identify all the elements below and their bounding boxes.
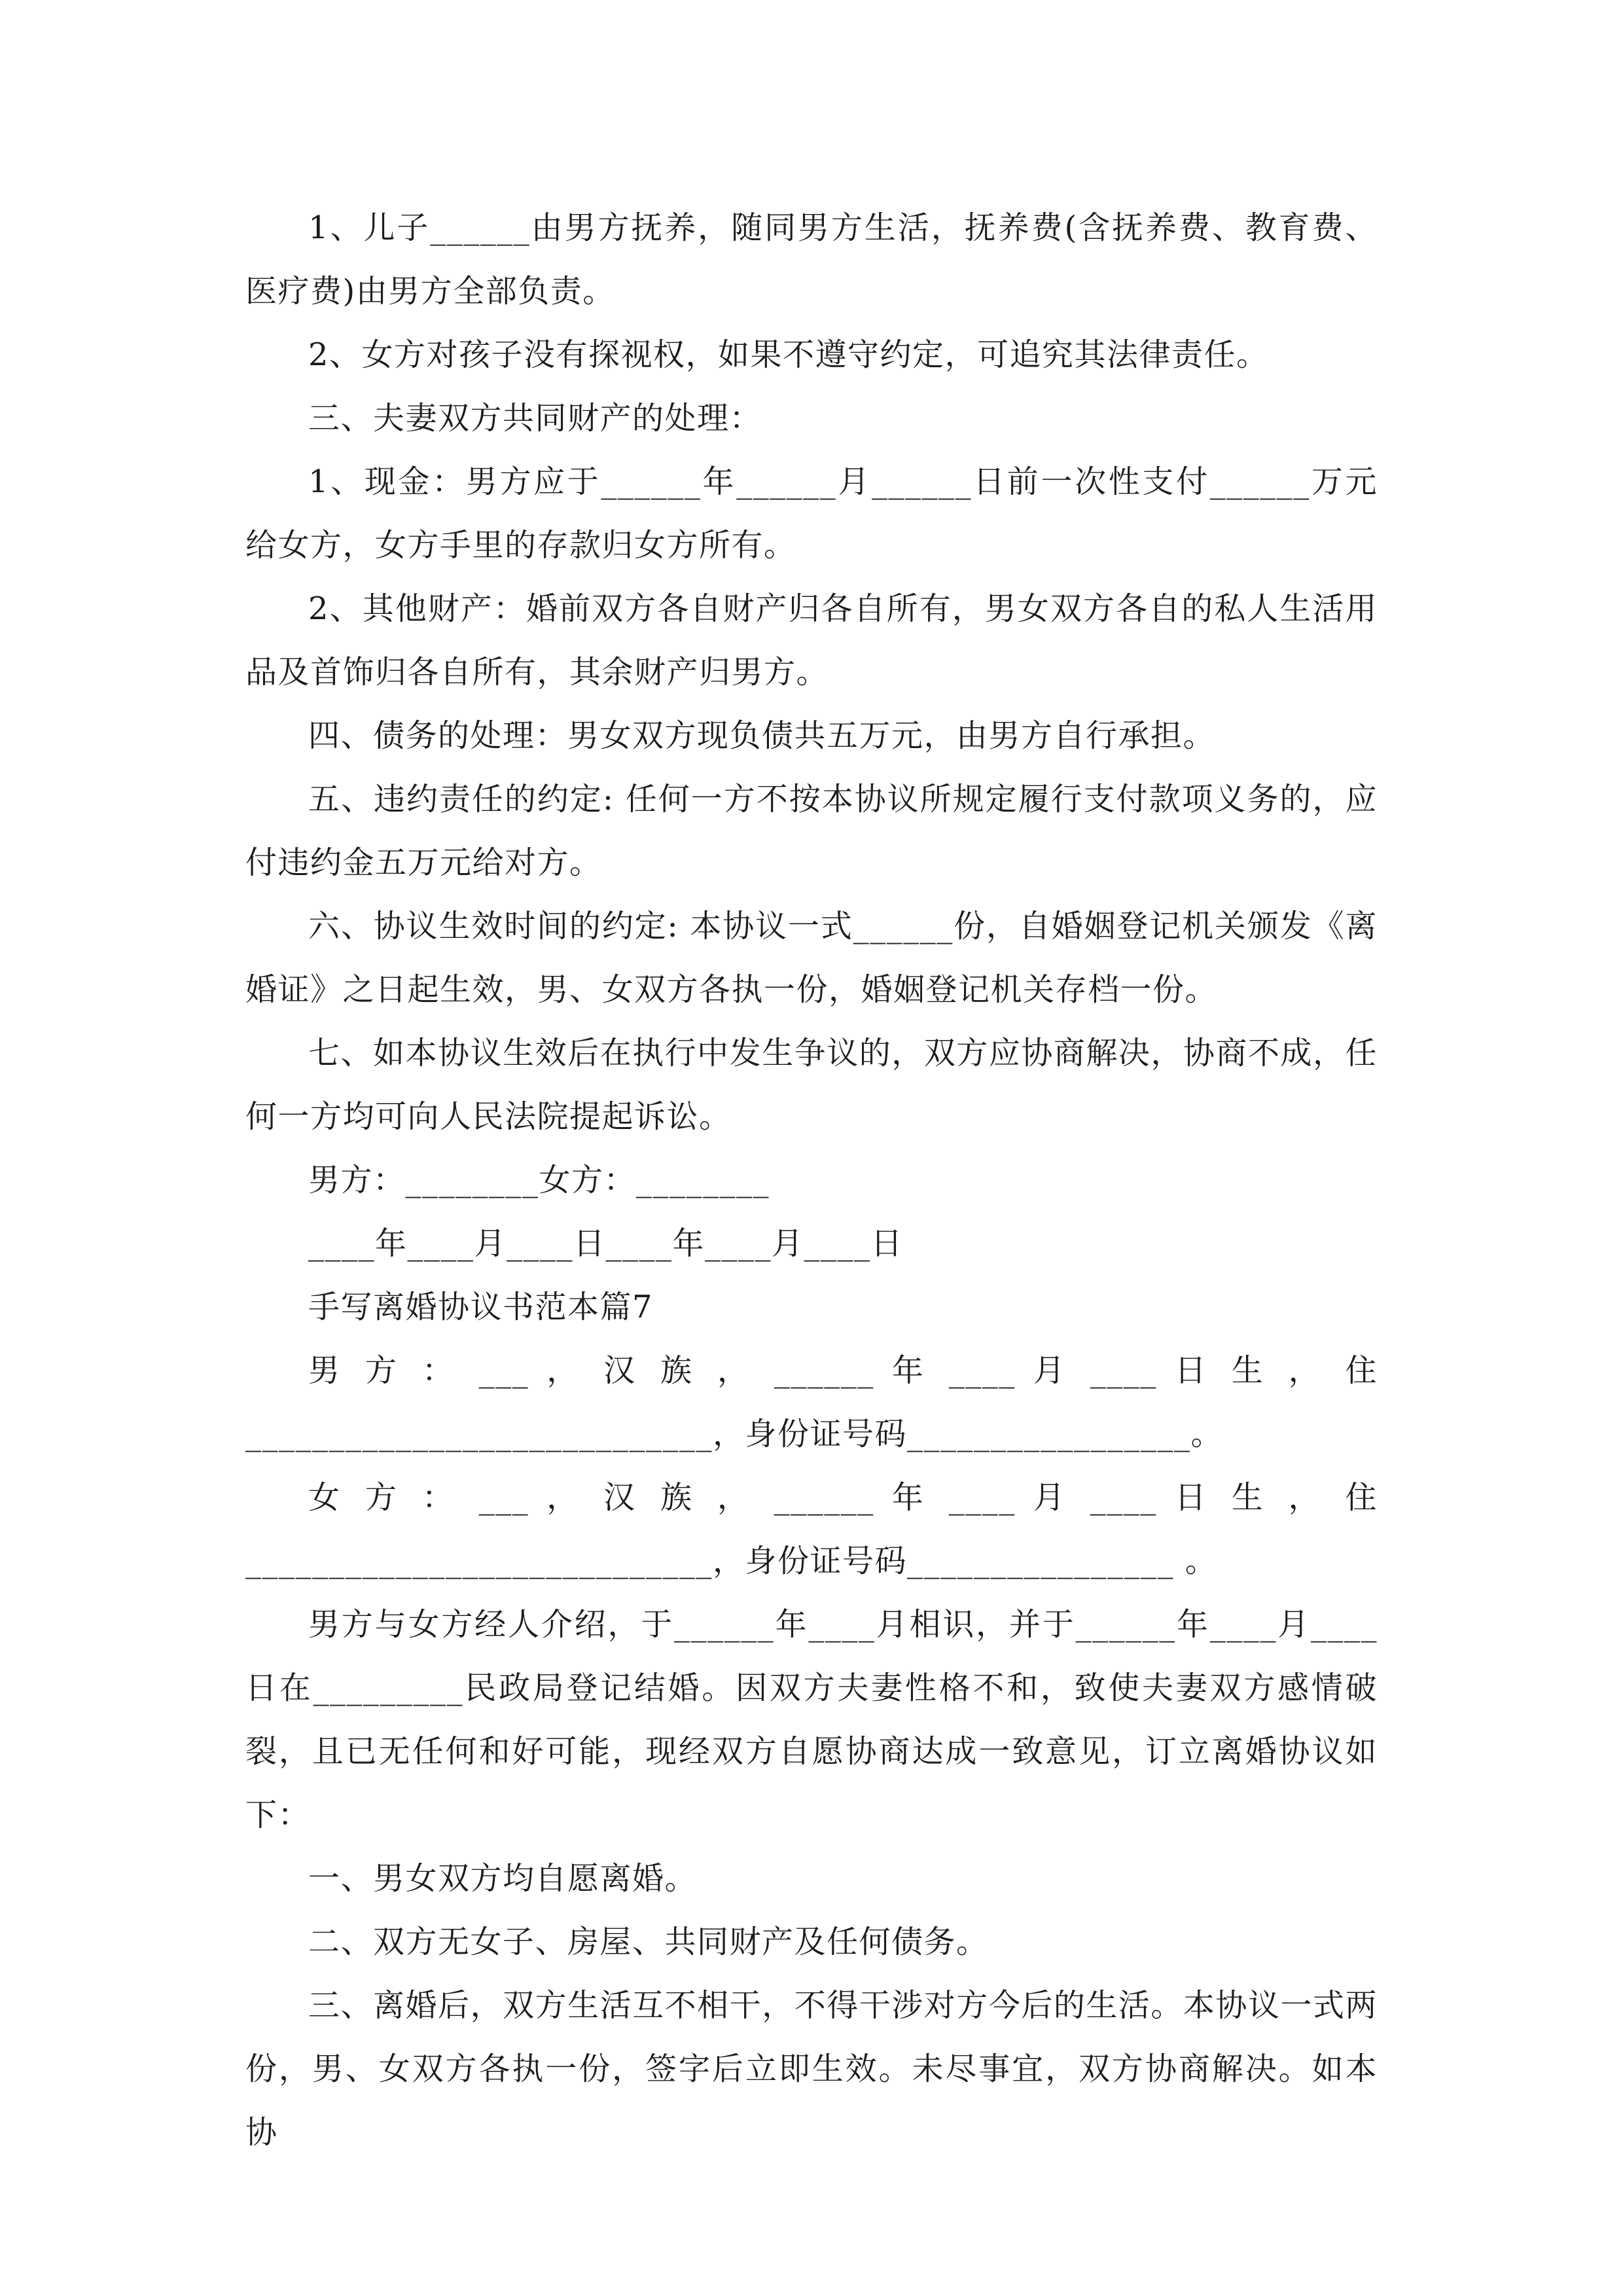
paragraph: 七、如本协议生效后在执行中发生争议的，双方应协商解决，协商不成，任何一方均可向人民法院提起诉讼。 (245, 1035, 1378, 1135)
paragraph: 一、男女双方均自愿离婚。 (308, 1860, 698, 1897)
paragraph: 五、违约责任的约定: 任何一方不按本协议所规定履行支付款项义务的，应付违约金五万元给对方。 (245, 781, 1378, 881)
paragraph: 四、债务的处理：男女双方现负债共五万元，由男方自行承担。 (308, 717, 1216, 754)
signature-line: 男方：________女方：________ (308, 1162, 770, 1198)
document-title: 手写离婚协议书范本篇7 (308, 1289, 654, 1325)
paragraph: 六、协议生效时间的约定: 本协议一式______份，自婚姻登记机关颁发《离婚证》之日起生效，男、女双方各执一份，婚姻登记机关存档一份。 (245, 908, 1378, 1008)
paragraph: 2、其他财产：婚前双方各自财产归各自所有，男女双方各自的私人生活用品及首饰归各自所有，其余财产归男方。 (245, 590, 1378, 691)
paragraph: 二、双方无女子、房屋、共同财产及任何债务。 (308, 1924, 989, 1960)
date-line: ____年____月____日____年____月____日 (308, 1225, 904, 1262)
paragraph: 2、女方对孩子没有探视权，如果不遵守约定，可追究其法律责任。 (308, 336, 1269, 373)
paragraph: 1、儿子______由男方抚养，随同男方生活，抚养费(含抚养费、教育费、医疗费)由男方全部负责。 (245, 209, 1378, 310)
paragraph: 男方与女方经人介绍，于______年____月相识，并于______年____月____日在_________民政局登记结婚。因双方夫妻性格不和，致使夫妻双方感情破裂，且已无任何和好可能，现经双方自愿协商达成一致意见，订立离婚协议如下： (245, 1606, 1378, 1833)
party-male-info: 男 方 ： ___ ， 汉 族 ， ______ 年 ____ 月 ____ 日 生 ， 住 ____________________________，身份证号码_________________。 (245, 1352, 1378, 1452)
party-female-info: 女 方 ： ___ ， 汉 族 ， ______ 年 ____ 月 ____ 日 生 ， 住 ____________________________，身份证号码________________ 。 (245, 1479, 1378, 1579)
paragraph: 三、离婚后，双方生活互不相干，不得干涉对方今后的生活。本协议一式两份，男、女双方各执一份，签字后立即生效。未尽事宜，双方协商解决。如本协 (245, 1987, 1378, 2151)
paragraph: 1、现金：男方应于______年______月______日前一次性支付______万元给女方，女方手里的存款归女方所有。 (245, 463, 1378, 564)
section-heading: 三、夫妻双方共同财产的处理： (308, 400, 762, 437)
document-body (245, 196, 1378, 2164)
